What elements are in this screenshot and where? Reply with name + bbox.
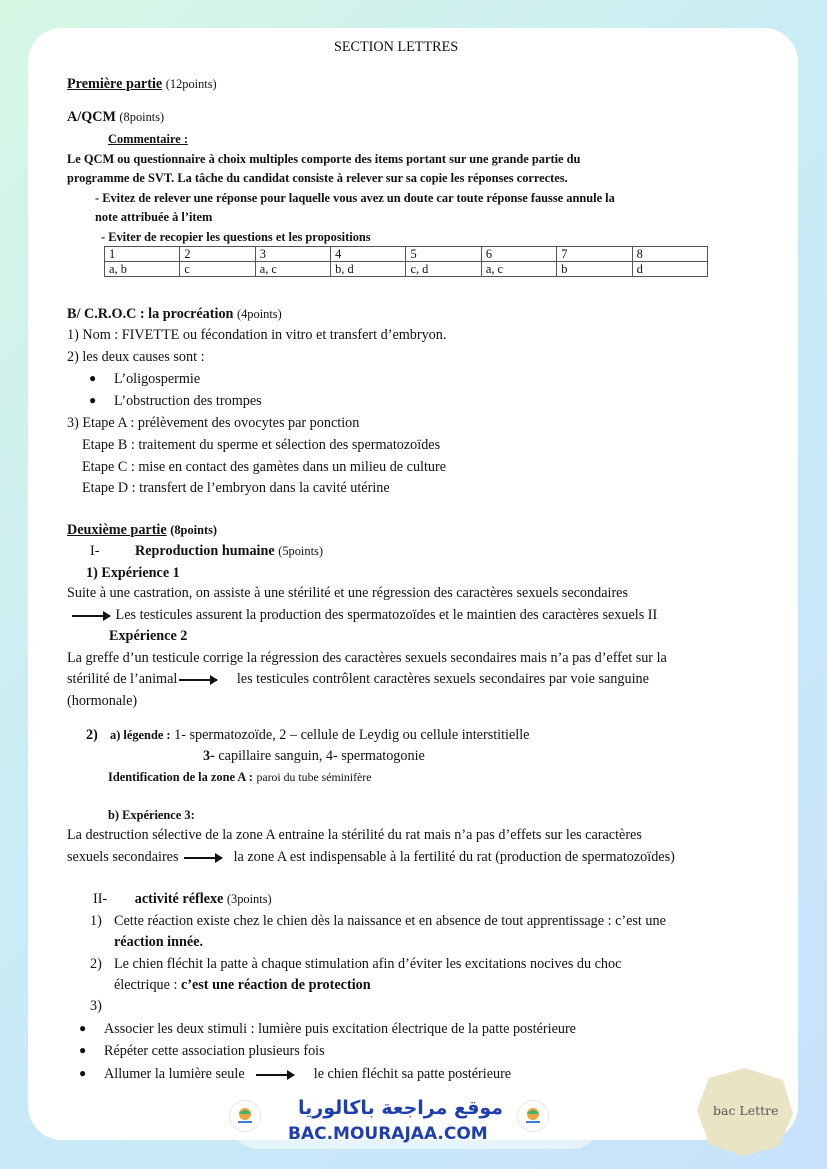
table-cell: b [557, 262, 632, 277]
site-logo-icon [518, 1101, 548, 1131]
step-b: Etape B : traitement du sperme et sélection des spermatozoïdes [82, 437, 441, 453]
reflex-bullet-3: Allumer la lumière seule le chien fléchit sa patte postérieure [104, 1066, 512, 1082]
zone-a-identification: Identification de la zone A : paroi du tube séminifère [108, 770, 372, 784]
croc-q1: 1) Nom : FIVETTE ou fécondation in vitro et transfert d’embryon. [67, 327, 447, 343]
table-cell: c [180, 262, 255, 277]
qcm-answer-table [104, 246, 708, 277]
reflex-q2-line1: Le chien fléchit la patte à chaque stimulation afin d’éviter les excitations nocives du choc [114, 956, 622, 972]
reflex-q1-line2: réaction innée. [114, 934, 204, 950]
table-cell: d [632, 262, 707, 277]
advice1-line1: - Evitez de relever une réponse pour laquelle vous avez un doute car toute réponse fausse annule la [95, 191, 615, 205]
arrow-icon [184, 857, 222, 859]
table-cell: 5 [406, 247, 481, 262]
cause-2: L’obstruction des trompes [114, 393, 262, 409]
site-logo-icon [230, 1101, 260, 1131]
croc-heading: B/ C.R.O.C : la procréation (4points) [67, 306, 282, 322]
croc-q2: 2) les deux causes sont : [67, 349, 205, 365]
comment-line1: Le QCM ou questionnaire à choix multiples comporte des items portant sur une grande partie du [67, 152, 581, 166]
comment-line2: programme de SVT. La tâche du candidat consiste à relever sur sa copie les réponses correctes. [67, 171, 568, 185]
exp1-conclusion: Les testicules assurent la production des spermatozoïdes et le maintien des caractères sexuels II [70, 606, 657, 624]
exp3-line2: sexuels secondaires la zone A est indispensable à la fertilité du rat (production de spermatozoïdes) [67, 849, 675, 865]
table-cell: 7 [557, 247, 632, 262]
reflex-bullet-1: Associer les deux stimuli : lumière puis excitation électrique de la patte postérieure [104, 1021, 576, 1037]
reflex-q3-num: 3) [90, 998, 102, 1014]
reflex-q2-line2: électrique : c’est une réaction de protection [114, 977, 371, 993]
exp2-line1: La greffe d’un testicule corrige la régression des caractères sexuels secondaires mais n’a pas d’effet sur la [67, 650, 667, 666]
table-cell: a, c [481, 262, 556, 277]
section-i-heading: I- Reproduction humaine (5points) [90, 543, 323, 559]
footer-arabic-text: موقع مراجعة باكالوريا [298, 1097, 504, 1119]
reflex-q1-num: 1) [90, 913, 102, 929]
exp3-line1: La destruction sélective de la zone A entraine la stérilité du rat mais n’a pas d’effets sur les caractères [67, 827, 642, 843]
arrow-icon [256, 1074, 294, 1076]
table-cell: a, c [255, 262, 330, 277]
table-cell: 1 [105, 247, 180, 262]
bullet-icon: ● [79, 1066, 87, 1080]
table-cell: 6 [481, 247, 556, 262]
table-cell: 3 [255, 247, 330, 262]
exp1-label: 1) Expérience 1 [86, 565, 180, 581]
table-cell: a, b [105, 262, 180, 277]
exp1-text: Suite à une castration, on assiste à une stérilité et une régression des caractères sexuels secondaires [67, 585, 628, 601]
table-cell: 2 [180, 247, 255, 262]
bac-lettre-badge [697, 1066, 793, 1156]
footer-site-link[interactable]: BAC.MOURAJAA.COM [288, 1124, 488, 1144]
part1-heading: Première partie (12points) [67, 76, 217, 92]
exp3-label: b) Expérience 3: [108, 808, 195, 822]
advice2: - Eviter de recopier les questions et les propositions [101, 230, 371, 244]
advice1-line2: note attribuée à l’item [95, 210, 213, 224]
table-cell: c, d [406, 262, 481, 277]
step-d: Etape D : transfert de l’embryon dans la cavité utérine [82, 480, 390, 496]
bullet-icon: ● [89, 393, 97, 407]
bullet-icon: ● [79, 1021, 87, 1035]
table-cell: 8 [632, 247, 707, 262]
cause-1: L’oligospermie [114, 371, 201, 387]
table-cell: b, d [331, 262, 406, 277]
legend-line2: 3- capillaire sanguin, 4- spermatogonie [203, 748, 425, 764]
bullet-icon: ● [79, 1043, 87, 1057]
comment-label: Commentaire : [108, 132, 188, 146]
table-cell: 4 [331, 247, 406, 262]
q2-num: 2) [86, 727, 98, 743]
table-row-items [105, 247, 708, 262]
exp2-label: Expérience 2 [109, 628, 188, 644]
step-c: Etape C : mise en contact des gamètes dans un milieu de culture [82, 459, 447, 475]
page-title: SECTION LETTRES [334, 39, 459, 55]
arrow-icon [179, 679, 217, 681]
badge-text: bac Lettre [713, 1103, 779, 1118]
reflex-q1-line1: Cette réaction existe chez le chien dès la naissance et en absence de tout apprentissage : c’est une [114, 913, 666, 929]
legend-line1: a) légende : 1- spermatozoïde, 2 – cellule de Leydig ou cellule interstitielle [110, 727, 530, 743]
reflex-q2-num: 2) [90, 956, 102, 972]
reflex-bullet-2: Répéter cette association plusieurs fois [104, 1043, 325, 1059]
bullet-icon: ● [89, 371, 97, 385]
exp2-line2: stérilité de l’animal les testicules contrôlent caractères sexuels secondaires par voie sanguine [67, 671, 649, 687]
part2-heading: Deuxième partie (8points) [67, 522, 218, 538]
exp2-line3: (hormonale) [67, 693, 138, 709]
step-a: 3) Etape A : prélèvement des ovocytes par ponction [67, 415, 360, 431]
table-row-answers [105, 262, 708, 277]
qcm-heading: A/QCM (8points) [67, 109, 165, 125]
section-ii-heading: II- activité réflexe (3points) [93, 891, 272, 907]
arrow-icon [72, 615, 110, 617]
